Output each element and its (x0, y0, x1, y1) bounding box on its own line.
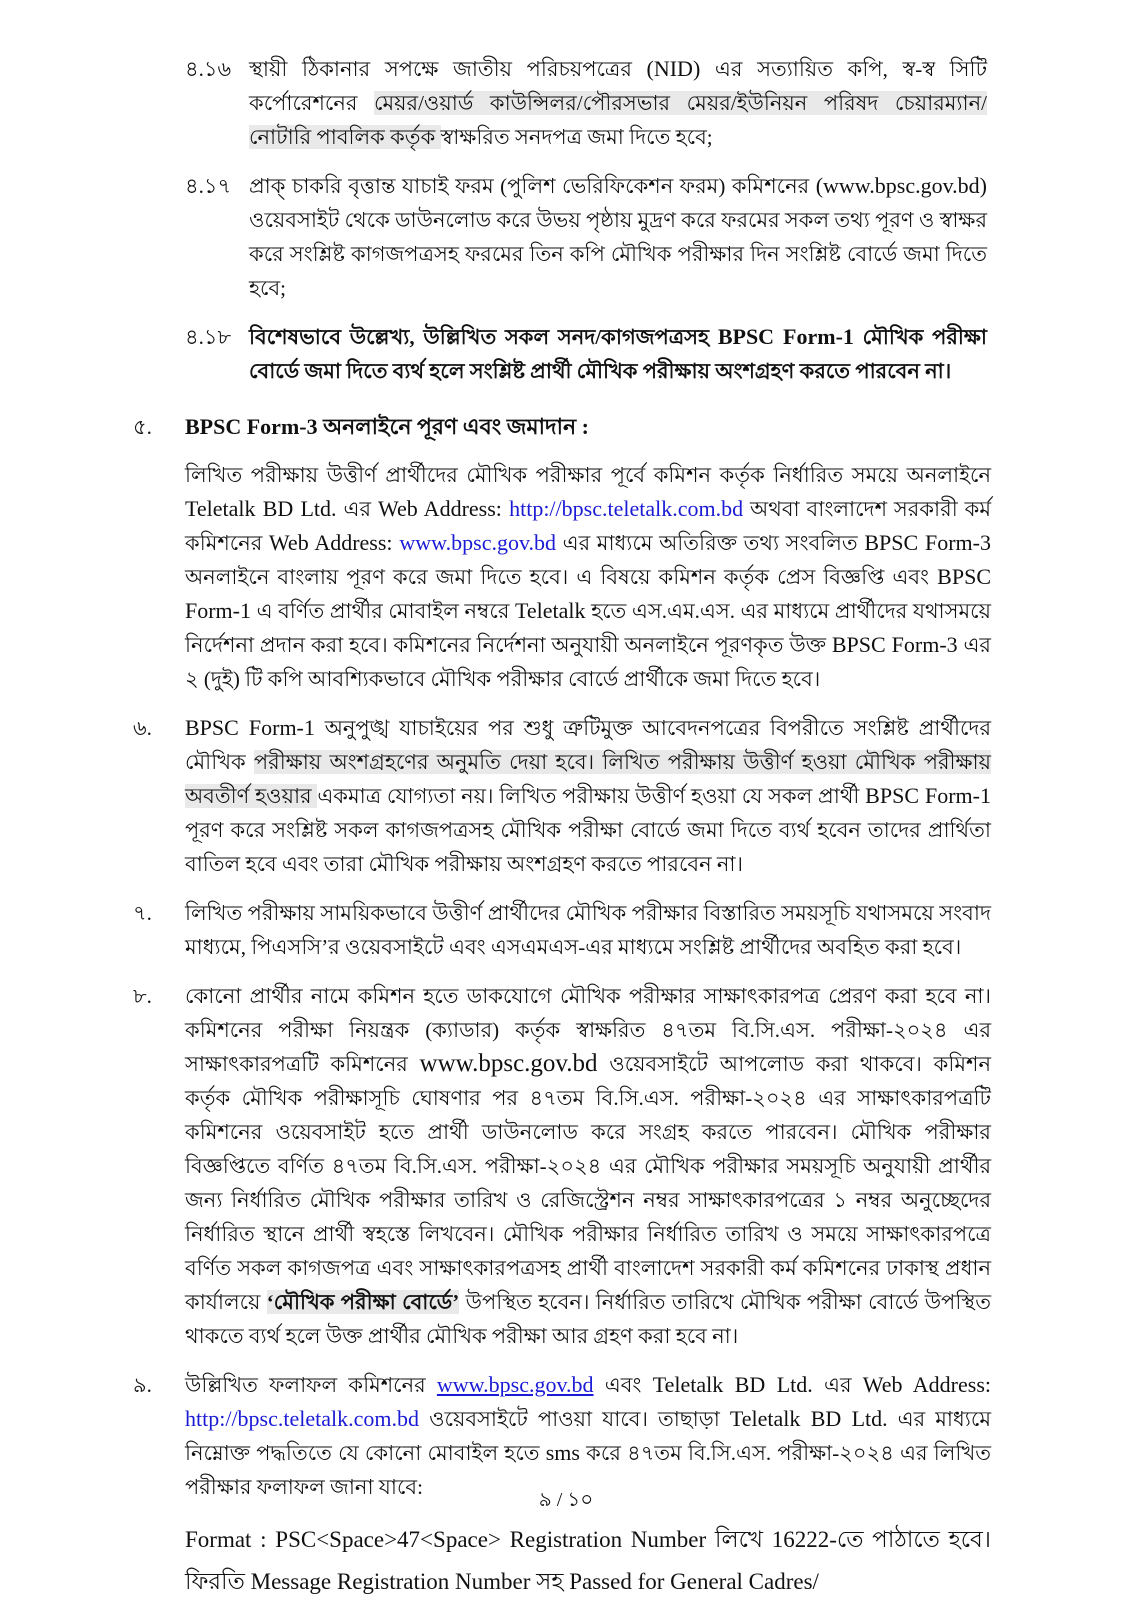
bpsc-form1-label-2: BPSC Form-1 (185, 564, 991, 623)
section-7 (0, 896, 1132, 964)
sms-format-latin-3: Passed for General Cadres/ (569, 1569, 819, 1594)
fmt-seg-d: তে পাঠাতে হবে। ফিরতি (185, 1527, 991, 1594)
item-4-16-number: ৪.১৬ (185, 57, 232, 81)
section-9-number: ৯. (133, 1373, 152, 1397)
web-address-label-2: Web Address: (268, 530, 400, 555)
section-5-number: ৫. (133, 415, 152, 439)
section-5-paragraph (0, 458, 1132, 696)
bpsc-gov-url-link-2[interactable]: www.bpsc.gov.bd (436, 1372, 594, 1397)
s5-seg-5: অনলাইনে বাংলায় পূরণ করে জমা দিতে হবে। এ বিষয়ে কমিশন কর্তৃক প্রেস বিজ্ঞপ্তি এবং (185, 565, 938, 589)
s6-seg-4: পূরণ করে সংশ্লিষ্ট সকল কাগজপত্রসহ মৌখিক পরীক্ষা বোর্ডে জমা দিতে ব্যর্থ হবেন তাদের প্রার্থিতা বাতিল হবে এবং তারা মৌখিক পরীক্ষায় অংশগ্রহণ করতে পারবেন না। (185, 818, 991, 876)
s5-seg-1: লিখিত পরীক্ষায় উত্তীর্ণ প্রার্থীদের মৌখিক পরীক্ষার পূর্বে কমিশন কর্তৃক নির্ধারিত সময়ে অনলাইনে (185, 463, 991, 487)
section-7-text (185, 896, 991, 964)
s5-seg-6: এ বর্ণিত প্রার্থীর মোবাইল নম্বরে (251, 599, 515, 623)
teletalk-label: Teletalk BD Ltd. (185, 496, 337, 521)
s9-seg-4: ওয়েবসাইটে পাওয়া যাবে। তাছাড়া (419, 1407, 730, 1431)
item-4-16 (0, 52, 1132, 154)
s6-seg-3: একমাত্র যোগ্যতা নয়। লিখিত পরীক্ষায় উত্তীর্ণ হওয়া যে সকল প্রার্থী (317, 784, 866, 808)
item-4-17-seg-b: ওয়েবসাইট থেকে ডাউনলোড করে উভয় পৃষ্ঠায় মুদ্রণ করে ফরমের সকল তথ্য পূরণ ও স্বাক্ষর করে সংশ্লিষ্ট কাগজপত্রসহ ফরমের তিন কপি মৌখিক পরীক্ষার দিন সংশ্লিষ্ট বোর্ডে জমা দিতে হবে; (249, 208, 987, 300)
section-6-text (185, 711, 991, 881)
web-address-label-3: Web Address: (862, 1372, 991, 1397)
sms-label: sms (545, 1440, 580, 1465)
sms-format-latin-1: Format : PSC<Space>47<Space> Registration Number (185, 1527, 707, 1552)
item-4-18-text (249, 320, 987, 388)
bpsc-form1-label-4: BPSC Form-1 (865, 783, 991, 808)
section-5-title (185, 410, 991, 444)
s8-seg-1: কোনো প্রার্থীর নামে কমিশন হতে ডাকযোগে মৌখিক পরীক্ষার সাক্ষাৎকারপত্র প্রেরণ করা হবে না। কমিশনের পরীক্ষা নিয়ন্ত্রক (ক্যাডার) কর্তৃক স্বাক্ষরিত ৪৭তম বি.সি.এস. পরীক্ষা-২০২৪ এর সাক্ষাৎকারপত্রটি কমিশনের (185, 984, 991, 1076)
s5-seg-2: এর (336, 497, 378, 521)
item-4-17-seg-a: প্রাক্‌ চাকরি বৃত্তান্ত যাচাই ফরম (পুলিশ ভেরিফিকেশন ফরম) কমিশনের (249, 174, 816, 198)
s9-seg-5: এর মাধ্যমে নিম্নোক্ত পদ্ধতিতে যে কোনো মোবাইল হতে (185, 1407, 991, 1465)
section-9 (0, 1368, 1132, 1504)
item-4-16-seg-d: স্বাক্ষরিত সনদপত্র জমা দিতে হবে; (440, 125, 713, 149)
sms-format-paragraph (0, 1519, 1132, 1600)
s5-seg-7: হতে এস.এম.এস. এর মাধ্যমে প্রার্থীদের যথাসময়ে নির্দেশনা প্রদান করা হবে। কমিশনের নির্দেশনা অনুযায়ী অনলাইনে পূরণকৃত উক্ত (185, 599, 991, 657)
sms-format-text (185, 1519, 991, 1600)
teletalk-url-link[interactable]: http://bpsc.teletalk.com.bd (509, 496, 744, 521)
fmt-seg-f: সহ (530, 1569, 570, 1594)
section-6 (0, 711, 1132, 881)
item-4-16-seg-c: মেয়র/ওয়ার্ড কাউন্সিলর/পৌরসভার মেয়র/ইউনিয়ন পরিষদ চেয়ারম্যান/নোটারি পাবলিক কর্তৃক (249, 91, 987, 149)
teletalk-label-3: Teletalk BD Ltd. (652, 1372, 813, 1397)
section-9-text (185, 1368, 991, 1504)
item-4-17-number: ৪.১৭ (185, 174, 232, 198)
bpsc-gov-url-plain: (www.bpsc.gov.bd) (815, 173, 987, 198)
s9-seg-1: উল্লিখিত ফলাফল কমিশনের (185, 1373, 437, 1397)
section-5-heading (0, 410, 1132, 444)
section-8-text (185, 979, 991, 1353)
teletalk-url-link-2[interactable]: http://bpsc.teletalk.com.bd (185, 1406, 420, 1431)
teletalk-label-2: Teletalk (514, 598, 586, 623)
section-5-paragraph-text (185, 458, 991, 696)
s6-seg-1: অনুপুঙ্খ যাচাইয়ের পর শুধু ত্রুটিমুক্ত আবেদনপত্রের বিপরীতে সংশ্লিষ্ট প্রার্থীদের মৌখিক (185, 716, 991, 774)
section-8-number: ৮. (133, 984, 152, 1008)
item-4-17 (0, 169, 1132, 305)
bpsc-gov-url-black: www.bpsc.gov.bd (419, 1050, 598, 1077)
sms-shortcode: 16222- (771, 1527, 837, 1552)
page-number: ৯ / ১০ (538, 1489, 594, 1511)
bpsc-form3-label-3: BPSC Form-3 (831, 632, 958, 657)
oral-exam-board-label: ‘মৌখিক পরীক্ষা বোর্ডে’ (266, 1290, 460, 1314)
section-5-title-bn: অনলাইনে পূরণ এবং জমাদান : (317, 414, 589, 439)
item-4-18-number: ৪.১৮ (185, 325, 232, 349)
s7-seg-1: লিখিত পরীক্ষায় সাময়িকভাবে উত্তীর্ণ প্রার্থীদের মৌখিক পরীক্ষার বিস্তারিত সময়সূচি যথাসময়ে সংবাদ মাধ্যমে, পিএসসি’র ওয়েবসাইটে এবং এসএমএস-এর মাধ্যমে সংশ্লিষ্ট প্রার্থীদের অবহিত করা হবে। (185, 901, 991, 959)
item-4-16-seg-a: স্থায়ী ঠিকানার সপক্ষে জাতীয় পরিচয়পত্রের (249, 57, 647, 81)
bpsc-form3-label: BPSC Form-3 (185, 414, 318, 439)
item-4-16-text (249, 52, 987, 154)
s9-seg-6: করে ৪৭তম বি.সি.এস. পরীক্ষা-২০২৪ এর লিখিত পরীক্ষার ফলাফল জানা যাবে: (185, 1441, 991, 1499)
section-7-number: ৭. (133, 901, 152, 925)
fmt-seg-b: লিখে (706, 1527, 772, 1552)
s6-seg-2: পরীক্ষায় অংশগ্রহণের অনুমতি দেয়া হবে। লিখিত পরীক্ষায় উত্তীর্ণ হওয়া মৌখিক পরীক্ষায় অবতীর্ণ হওয়ার (185, 750, 991, 808)
item-4-18-seg-a: বিশেষভাবে উল্লেখ্য, উল্লিখিত সকল সনদ/কাগজপত্রসহ (249, 325, 718, 349)
web-address-label: Web Address: (377, 496, 510, 521)
s9-seg-3: এর (812, 1373, 863, 1397)
item-4-17-text (249, 169, 987, 305)
bpsc-form3-label-2: BPSC Form-3 (864, 530, 991, 555)
section-8 (0, 979, 1132, 1353)
bpsc-form1-label: BPSC Form-1 (717, 324, 854, 349)
s8-seg-2: ওয়েবসাইটে আপলোড করা থাকবে। কমিশন কর্তৃক মৌখিক পরীক্ষাসূচি ঘোষণার পর ৪৭তম বি.সি.এস. পরীক্ষা-২০২৪ এর সাক্ষাৎকারপত্রটি কমিশনের ওয়েবসাইট হতে প্রার্থী ডাউনলোড করে সংগ্রহ করতে পারবেন। মৌখিক পরীক্ষার বিজ্ঞপ্তিতে বর্ণিত ৪৭তম বি.সি.এস. পরীক্ষা-২০২৪ এর মৌখিক পরীক্ষার সময়সূচি অনুযায়ী প্রার্থীর জন্য নির্ধারিত মৌখিক পরীক্ষার তারিখ ও রেজিস্ট্রেশন নম্বর সাক্ষাৎকারপত্রের ১ নম্বর অনুচ্ছেদের নির্ধারিত স্থানে প্রার্থী স্বহস্তে লিখবেন। মৌখিক পরীক্ষার নির্ধারিত তারিখ ও সময়ে সাক্ষাৎকারপত্রে বর্ণিত সকল কাগজপত্র এবং সাক্ষাৎকারপত্রসহ প্রার্থী বাংলাদেশ সরকারী কর্ম কমিশনের ঢাকাস্থ প্রধান কার্যালয়ে (185, 1052, 991, 1314)
s8-seg-3: উপস্থিত হবেন। নির্ধারিত তারিখে মৌখিক পরীক্ষা বোর্ডে উপস্থিত থাকতে ব্যর্থ হলে উক্ত প্রার্থীর মৌখিক পরীক্ষা আর গ্রহণ করা হবে না। (185, 1290, 991, 1348)
bpsc-gov-url-link[interactable]: www.bpsc.gov.bd (399, 530, 557, 555)
s5-seg-3: অথবা বাংলাদেশ সরকারী কর্ম কমিশনের (185, 497, 991, 555)
nid-label: (NID) (646, 56, 701, 81)
s5-seg-8: এর ২ (দুই) টি কপি আবশ্যিকভাবে মৌখিক পরীক্ষার বোর্ডে প্রার্থীকে জমা দিতে হবে। (185, 633, 991, 691)
bpsc-form1-label-3: BPSC Form-1 (185, 715, 315, 740)
sms-format-latin-2: Message Registration Number (250, 1569, 531, 1594)
item-4-18 (0, 320, 1132, 388)
s9-seg-2: এবং (593, 1373, 653, 1397)
s5-seg-4: এর মাধ্যমে অতিরিক্ত তথ্য সংবলিত (556, 531, 865, 555)
teletalk-label-4: Teletalk BD Ltd. (729, 1406, 888, 1431)
item-4-18-seg-b: মৌখিক পরীক্ষা বোর্ডে জমা দিতে ব্যর্থ হলে সংশ্লিষ্ট প্রার্থী মৌখিক পরীক্ষায় অংশগ্রহণ করতে পারবেন না। (249, 325, 987, 383)
item-4-16-seg-b: এর সত্যায়িত কপি, স্ব-স্ব সিটি কর্পোরেশনের (249, 57, 988, 115)
section-6-number: ৬. (133, 716, 152, 740)
